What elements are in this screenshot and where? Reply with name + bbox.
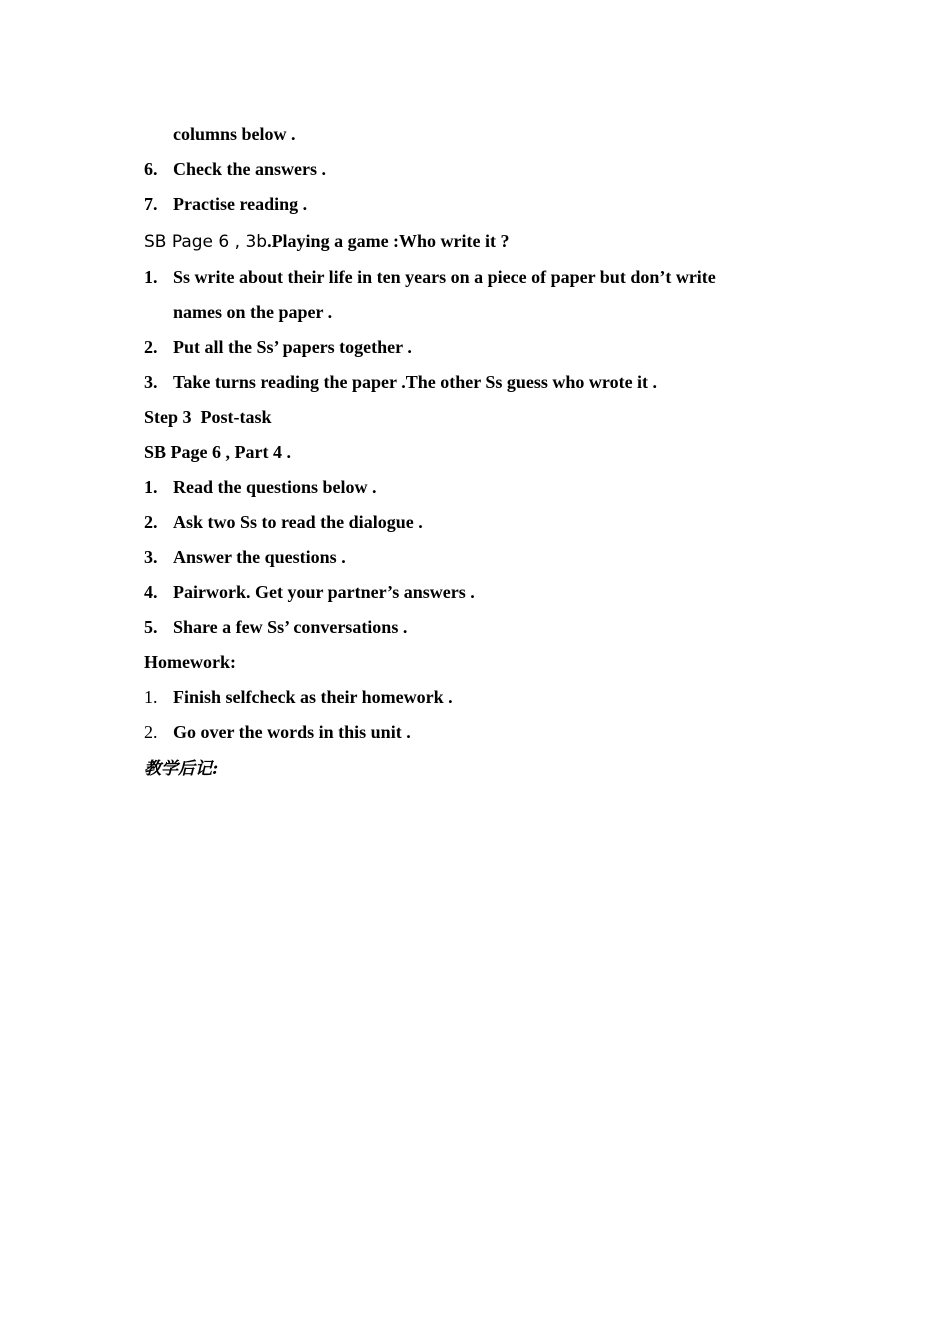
list-item: [144, 610, 806, 645]
list-text: Ss write about their life in ten years on a piece of paper but don’t write: [173, 267, 716, 287]
list-text: Finish selfcheck as their homework .: [173, 687, 453, 707]
section-heading-3b: [144, 222, 806, 260]
list-item: [144, 365, 806, 400]
list-text-continuation: names on the paper .: [173, 302, 333, 322]
list-number: 1.: [144, 687, 158, 707]
list-text: Ask two Ss to read the dialogue .: [173, 512, 423, 532]
list-number: 3.: [144, 547, 158, 567]
list-number: 4.: [144, 582, 158, 602]
list-number: 7.: [144, 194, 158, 214]
list-number: 5.: [144, 617, 158, 637]
list-number: 2.: [144, 512, 158, 532]
step-3-title: Step 3 Post-task: [144, 407, 272, 427]
list-item: [144, 680, 806, 715]
list-text: Take turns reading the paper .The other Ss guess who wrote it .: [173, 372, 658, 392]
step-3-subheading: SB Page 6 , Part 4 .: [144, 442, 291, 462]
list-item: [144, 260, 806, 295]
continued-list-text: columns below .: [173, 124, 296, 144]
list-item: [144, 470, 806, 505]
list-number: 3.: [144, 372, 158, 392]
page-content: [144, 117, 806, 787]
list-text: Check the answers .: [173, 159, 326, 179]
list-item: [144, 152, 806, 187]
heading-suffix: .Playing a game :Who write it ?: [267, 231, 510, 251]
list-text: Practise reading .: [173, 194, 308, 214]
heading-prefix: SB Page 6 , 3b: [144, 232, 268, 252]
list-number: 2.: [144, 722, 158, 742]
list-number: 2.: [144, 337, 158, 357]
teaching-reflection-label: 教学后记:: [144, 759, 219, 779]
list-text: Read the questions below .: [173, 477, 377, 497]
list-item: [144, 330, 806, 365]
list-text: Put all the Ss’ papers together .: [173, 337, 412, 357]
list-text: Pairwork. Get your partner’s answers .: [173, 582, 475, 602]
list-number: 6.: [144, 159, 158, 179]
list-number: 1.: [144, 267, 158, 287]
list-text: Answer the questions .: [173, 547, 346, 567]
list-item: [144, 575, 806, 610]
list-text: Go over the words in this unit .: [173, 722, 411, 742]
list-text: Share a few Ss’ conversations .: [173, 617, 408, 637]
list-number: 1.: [144, 477, 158, 497]
list-item: [144, 505, 806, 540]
homework-title: Homework:: [144, 652, 236, 672]
list-item: [144, 187, 806, 222]
list-item: [144, 540, 806, 575]
list-item: [144, 715, 806, 750]
